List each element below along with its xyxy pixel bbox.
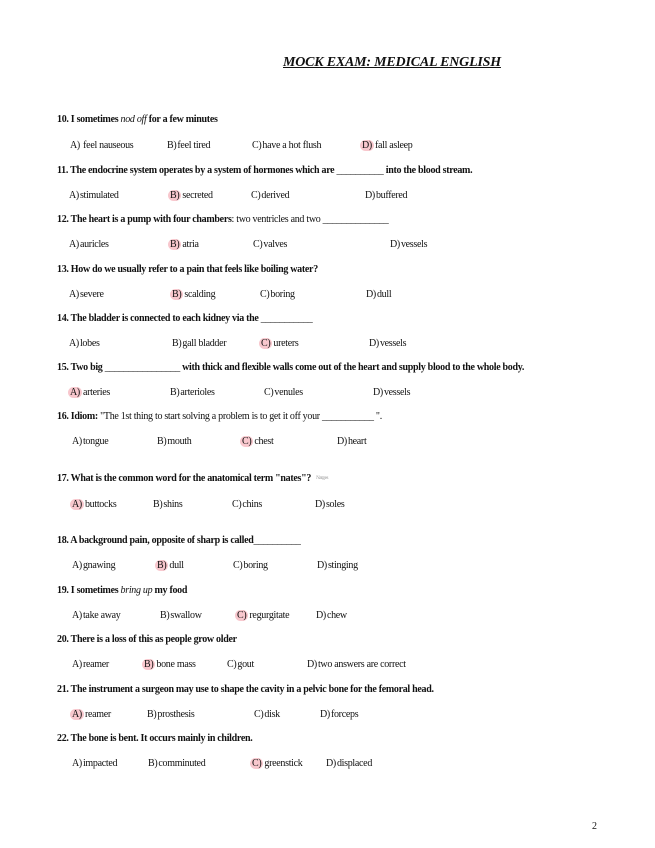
- q15-option-a[interactable]: A) arteries: [70, 387, 110, 398]
- question-13: 13. How do we usually refer to a pain that feels like boiling water?: [57, 264, 318, 275]
- handwritten-note: Natges: [316, 476, 329, 481]
- q12-option-d[interactable]: D)vessels: [390, 239, 428, 250]
- page-number: 2: [592, 821, 597, 832]
- q11-option-c[interactable]: C)derived: [251, 190, 290, 201]
- question-11: 11. The endocrine system operates by a system of hormones which are __________ into the blood stream.: [57, 165, 473, 176]
- q20-option-c[interactable]: C)gout: [227, 659, 254, 670]
- q19-option-d[interactable]: D)chew: [316, 610, 347, 621]
- q21-option-c[interactable]: C)disk: [254, 709, 280, 720]
- q11-option-a[interactable]: A)stimulated: [69, 190, 119, 201]
- question-16: 16. Idiom: "The 1st thing to start solving a problem is to get it off your ___________ ".: [57, 411, 382, 422]
- q12-option-b[interactable]: B) atria: [170, 239, 199, 250]
- q18-option-d[interactable]: D)stinging: [317, 560, 358, 571]
- q15-option-b[interactable]: B)arterioles: [170, 387, 215, 398]
- q10-option-d[interactable]: D) fall asleep: [362, 140, 413, 151]
- q17-option-c[interactable]: C)chins: [232, 499, 263, 510]
- q22-option-c[interactable]: C) greenstick: [252, 758, 303, 769]
- q22-option-d[interactable]: D)displaced: [326, 758, 373, 769]
- q20-option-a[interactable]: A)reamer: [72, 659, 109, 670]
- question-18: 18. A background pain, opposite of sharp is called__________: [57, 535, 301, 546]
- q14-option-d[interactable]: D)vessels: [369, 338, 407, 349]
- question-19: 19. I sometimes bring up my food: [57, 585, 188, 596]
- q11-option-d[interactable]: D)buffered: [365, 190, 408, 201]
- q18-option-b[interactable]: B) dull: [157, 560, 184, 571]
- q19-option-c[interactable]: C) regurgitate: [237, 610, 290, 621]
- q14-option-b[interactable]: B)gall bladder: [172, 338, 227, 349]
- question-15: 15. Two big ________________ with thick and flexible walls come out of the heart and supply blood to the whole body.: [57, 362, 525, 373]
- question-17: 17. What is the common word for the anatomical term "nates"? $^{Natges}$: [57, 473, 329, 484]
- q20-option-b[interactable]: B) bone mass: [144, 659, 196, 670]
- q16-option-d[interactable]: D)heart: [337, 436, 367, 447]
- q15-option-d[interactable]: D)vessels: [373, 387, 411, 398]
- q13-option-c[interactable]: C)boring: [260, 289, 295, 300]
- q22-option-b[interactable]: B)comminuted: [148, 758, 206, 769]
- question-14: 14. The bladder is connected to each kidney via the ___________: [57, 313, 313, 324]
- q19-option-a[interactable]: A)take away: [72, 610, 121, 621]
- q10-option-b[interactable]: B)feel tired: [167, 140, 211, 151]
- q18-option-a[interactable]: A)gnawing: [72, 560, 116, 571]
- question-12: 12. The heart is a pump with four chambers: two ventricles and two ______________: [57, 214, 389, 225]
- q15-option-c[interactable]: C)venules: [264, 387, 303, 398]
- exam-title: MOCK EXAM: MEDICAL ENGLISH: [283, 55, 501, 70]
- q21-option-d[interactable]: D)forceps: [320, 709, 359, 720]
- question-22: 22. The bone is bent. It occurs mainly in children.: [57, 733, 253, 744]
- question-21: 21. The instrument a surgeon may use to shape the cavity in a pelvic bone for the femoral head.: [57, 684, 434, 695]
- question-20: 20. There is a loss of this as people grow older: [57, 634, 237, 645]
- q14-option-c[interactable]: C) ureters: [261, 338, 299, 349]
- q10-option-a[interactable]: A) feel nauseous: [70, 140, 134, 151]
- q12-option-c[interactable]: C)valves: [253, 239, 288, 250]
- q21-option-b[interactable]: B)prosthesis: [147, 709, 195, 720]
- q21-option-a[interactable]: A) reamer: [72, 709, 111, 720]
- question-10: 10. I sometimes nod off for a few minutes: [57, 114, 218, 125]
- q12-option-a[interactable]: A)auricles: [69, 239, 109, 250]
- q17-option-b[interactable]: B)shins: [153, 499, 183, 510]
- q20-option-d[interactable]: D)two answers are correct: [307, 659, 406, 670]
- q14-option-a[interactable]: A)lobes: [69, 338, 100, 349]
- q13-option-d[interactable]: D)dull: [366, 289, 392, 300]
- q16-option-c[interactable]: C) chest: [242, 436, 274, 447]
- q17-option-a[interactable]: A) buttocks: [72, 499, 117, 510]
- q16-option-a[interactable]: A)tongue: [72, 436, 109, 447]
- q13-option-a[interactable]: A)severe: [69, 289, 104, 300]
- q16-option-b[interactable]: B)mouth: [157, 436, 192, 447]
- q11-option-b[interactable]: B) secreted: [170, 190, 213, 201]
- q10-option-c[interactable]: C)have a hot flush: [252, 140, 322, 151]
- q22-option-a[interactable]: A)impacted: [72, 758, 118, 769]
- q19-option-b[interactable]: B)swallow: [160, 610, 202, 621]
- q18-option-c[interactable]: C)boring: [233, 560, 268, 571]
- q13-option-b[interactable]: B) scalding: [172, 289, 216, 300]
- q17-option-d[interactable]: D)soles: [315, 499, 345, 510]
